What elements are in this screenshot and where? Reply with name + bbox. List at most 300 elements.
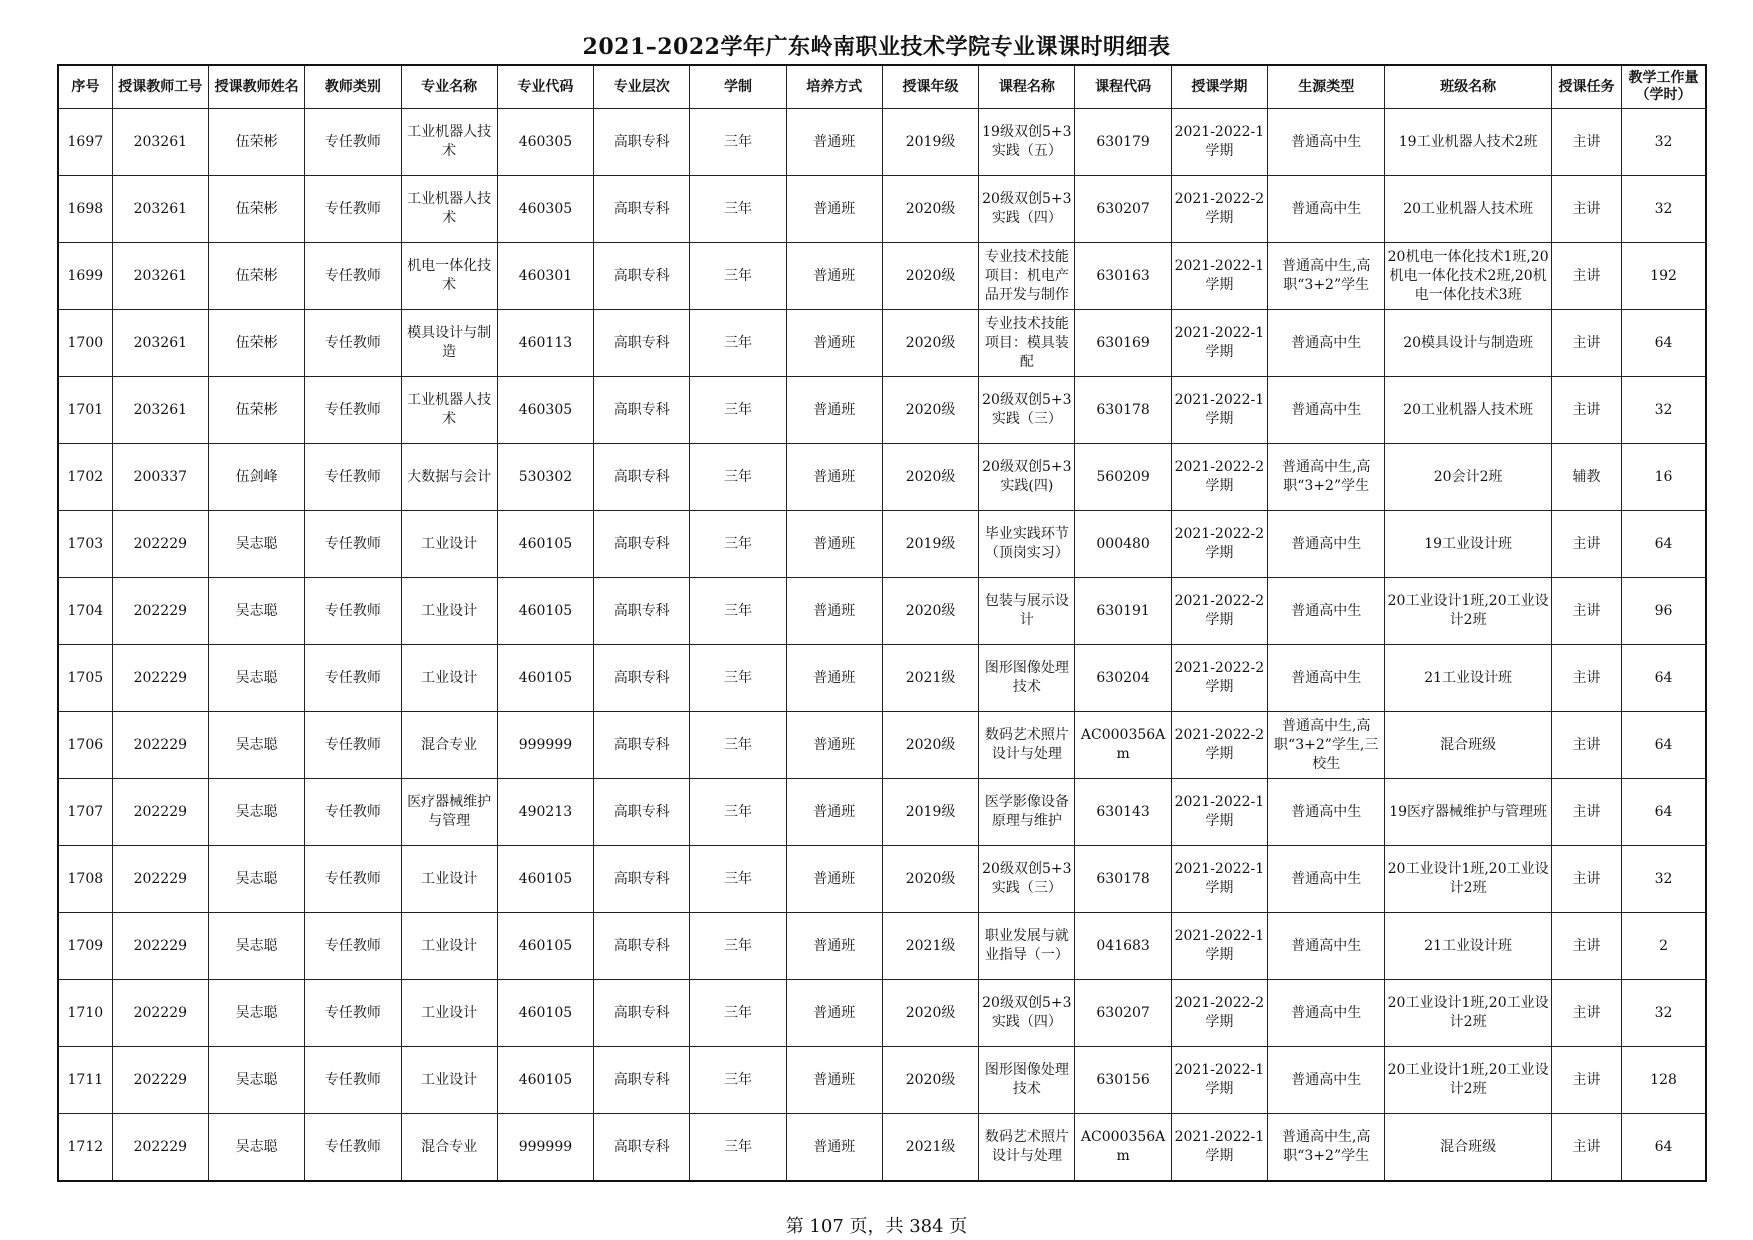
- cell-text: AC000356Am: [1080, 1129, 1166, 1164]
- table-row: [58, 310, 1706, 377]
- table-cell: [1075, 310, 1171, 377]
- cell-text: 普通班: [813, 1004, 856, 1021]
- table-cell: [401, 913, 497, 980]
- table-row: [58, 1114, 1706, 1182]
- table-cell: [1622, 1114, 1706, 1182]
- cell-text: 2021-2022-1学期: [1174, 1129, 1265, 1164]
- cell-text: 630178: [1096, 870, 1150, 887]
- column-header: 专业代码: [497, 65, 593, 109]
- cell-text: 460105: [518, 535, 573, 552]
- table-cell: [882, 779, 978, 846]
- cell-text: 2020级: [905, 267, 956, 284]
- table-row: [58, 913, 1706, 980]
- table-cell: [401, 578, 497, 645]
- cell-text: 工业机器人技术: [407, 392, 492, 427]
- table-cell: [979, 846, 1075, 913]
- table-cell: [208, 444, 304, 511]
- table-cell: [1551, 913, 1621, 980]
- cell-text: 大数据与会计: [407, 468, 492, 485]
- table-cell: [58, 846, 112, 913]
- table-cell: [112, 779, 208, 846]
- column-header: 专业名称: [401, 65, 497, 109]
- cell-text: 普通班: [813, 535, 856, 552]
- cell-text: 图形图像处理技术: [984, 1062, 1069, 1097]
- cell-text: 高职专科: [613, 1071, 670, 1088]
- table-row: [58, 712, 1706, 779]
- table-cell: [1385, 444, 1552, 511]
- cell-text: 混合班级: [1440, 736, 1497, 753]
- cell-text: 普通班: [813, 669, 856, 686]
- cell-text: 1710: [67, 1004, 104, 1021]
- table-cell: [594, 645, 690, 712]
- cell-text: 1699: [67, 267, 104, 284]
- table-cell: [1268, 980, 1385, 1047]
- cell-text: 2021-2022-2学期: [1174, 191, 1265, 226]
- table-cell: [208, 779, 304, 846]
- column-header: 授课教师姓名: [208, 65, 304, 109]
- column-header: 授课年级: [882, 65, 978, 109]
- table-cell: [1075, 846, 1171, 913]
- table-cell: [690, 645, 786, 712]
- cell-text: 普通高中生,高职“3+2”学生: [1281, 1129, 1371, 1164]
- table-cell: [401, 980, 497, 1047]
- table-cell: [112, 1047, 208, 1114]
- table-cell: [594, 779, 690, 846]
- cell-text: 1702: [67, 468, 104, 485]
- table-cell: [1268, 444, 1385, 511]
- cell-text: 2021-2022-2学期: [1174, 593, 1265, 628]
- cell-text: 普通班: [813, 200, 856, 217]
- table-cell: [1622, 846, 1706, 913]
- table-cell: [786, 779, 882, 846]
- cell-text: 主讲: [1572, 870, 1601, 887]
- table-cell: [594, 578, 690, 645]
- cell-text: 2021-2022-1学期: [1174, 392, 1265, 427]
- cell-text: 高职专科: [613, 736, 670, 753]
- cell-text: 1711: [67, 1071, 104, 1088]
- table-cell: [305, 1114, 401, 1182]
- cell-text: 普通高中生: [1291, 133, 1362, 150]
- cell-text: 20级双创5+3实践（三）: [982, 392, 1072, 427]
- table-cell: [979, 310, 1075, 377]
- table-cell: [305, 645, 401, 712]
- table-cell: [497, 377, 593, 444]
- table-row: [58, 109, 1706, 176]
- table-cell: [1268, 109, 1385, 176]
- cell-text: 数码艺术照片设计与处理: [984, 727, 1069, 762]
- cell-text: 460305: [518, 200, 573, 217]
- cell-text: 三年: [723, 1004, 752, 1021]
- table-cell: [1171, 578, 1267, 645]
- cell-text: 主讲: [1572, 200, 1601, 217]
- table-cell: [58, 1114, 112, 1182]
- cell-text: 1705: [67, 669, 104, 686]
- cell-text: 专任教师: [324, 267, 381, 284]
- table-cell: [882, 980, 978, 1047]
- cell-text: 203261: [133, 334, 188, 351]
- cell-text: 伍剑峰: [235, 468, 278, 485]
- table-cell: [58, 377, 112, 444]
- cell-text: 21工业设计班: [1424, 937, 1513, 954]
- cell-text: 64: [1654, 669, 1673, 686]
- cell-text: 专任教师: [324, 937, 381, 954]
- table-row: [58, 980, 1706, 1047]
- table-cell: [882, 712, 978, 779]
- table-cell: [208, 109, 304, 176]
- table-cell: [1268, 1114, 1385, 1182]
- cell-text: 203261: [133, 401, 188, 418]
- cell-text: 999999: [518, 1138, 573, 1155]
- cell-text: 专任教师: [324, 1071, 381, 1088]
- table-cell: [1075, 980, 1171, 1047]
- table-cell: [305, 511, 401, 578]
- table-cell: [786, 109, 882, 176]
- cell-text: 202229: [133, 1004, 188, 1021]
- cell-text: 主讲: [1572, 267, 1601, 284]
- cell-text: 64: [1654, 803, 1673, 820]
- cell-text: 高职专科: [613, 133, 670, 150]
- table-cell: [979, 645, 1075, 712]
- cell-text: 2021-2022-2学期: [1174, 995, 1265, 1030]
- cell-text: 普通班: [813, 1138, 856, 1155]
- cell-text: 202229: [133, 937, 188, 954]
- table-cell: [112, 377, 208, 444]
- table-cell: [401, 243, 497, 310]
- cell-text: 三年: [723, 736, 752, 753]
- cell-text: 吴志聪: [235, 535, 278, 552]
- cell-text: 630191: [1096, 602, 1150, 619]
- table-cell: [208, 377, 304, 444]
- table-cell: [58, 578, 112, 645]
- table-cell: [305, 176, 401, 243]
- table-row: [58, 645, 1706, 712]
- cell-text: 三年: [723, 937, 752, 954]
- cell-text: 医学影像设备原理与维护: [984, 794, 1069, 829]
- table-cell: [1268, 243, 1385, 310]
- table-cell: [58, 712, 112, 779]
- table-cell: [112, 243, 208, 310]
- table-cell: [58, 511, 112, 578]
- table-cell: [690, 243, 786, 310]
- cell-text: 630178: [1096, 401, 1150, 418]
- table-cell: [58, 444, 112, 511]
- table-cell: [1268, 377, 1385, 444]
- table-cell: [1075, 645, 1171, 712]
- table-cell: [690, 913, 786, 980]
- cell-text: 高职专科: [613, 334, 670, 351]
- table-cell: [497, 1114, 593, 1182]
- cell-text: 20工业机器人技术班: [1403, 401, 1534, 418]
- cell-text: 1698: [67, 200, 104, 217]
- cell-text: 96: [1654, 602, 1673, 619]
- cell-text: 三年: [723, 401, 752, 418]
- table-cell: [979, 913, 1075, 980]
- table-cell: [594, 444, 690, 511]
- cell-text: 2020级: [905, 1004, 956, 1021]
- table-cell: [1075, 712, 1171, 779]
- cell-text: 2019级: [905, 803, 956, 820]
- table-cell: [979, 779, 1075, 846]
- table-cell: [594, 913, 690, 980]
- cell-text: 主讲: [1572, 1071, 1601, 1088]
- table-cell: [208, 980, 304, 1047]
- table-cell: [401, 176, 497, 243]
- table-cell: [690, 109, 786, 176]
- table-cell: [1385, 846, 1552, 913]
- table-cell: [208, 645, 304, 712]
- cell-text: 工业设计: [421, 602, 478, 619]
- cell-text: 460305: [518, 133, 573, 150]
- table-cell: [1268, 1047, 1385, 1114]
- column-header: 培养方式: [786, 65, 882, 109]
- table-cell: [882, 578, 978, 645]
- table-cell: [882, 913, 978, 980]
- cell-text: 460305: [518, 401, 573, 418]
- cell-text: 专任教师: [324, 468, 381, 485]
- table-cell: [58, 980, 112, 1047]
- table-cell: [786, 645, 882, 712]
- cell-text: 工业机器人技术: [407, 124, 492, 159]
- cell-text: 普通班: [813, 1071, 856, 1088]
- table-cell: [786, 1047, 882, 1114]
- table-cell: [208, 511, 304, 578]
- table-cell: [882, 1047, 978, 1114]
- table-cell: [786, 176, 882, 243]
- cell-text: 专任教师: [324, 133, 381, 150]
- table-cell: [208, 176, 304, 243]
- table-cell: [1171, 1114, 1267, 1182]
- cell-text: 主讲: [1572, 602, 1601, 619]
- column-header: 班级名称: [1385, 65, 1552, 109]
- cell-text: 三年: [723, 468, 752, 485]
- cell-text: 伍荣彬: [235, 133, 278, 150]
- table-cell: [979, 176, 1075, 243]
- cell-text: 工业设计: [421, 937, 478, 954]
- cell-text: 普通班: [813, 602, 856, 619]
- table-cell: [1171, 980, 1267, 1047]
- table-cell: [401, 1047, 497, 1114]
- table-cell: [401, 511, 497, 578]
- table-cell: [882, 846, 978, 913]
- table-cell: [1385, 243, 1552, 310]
- table-cell: [305, 243, 401, 310]
- table-cell: [882, 444, 978, 511]
- cell-text: 202229: [133, 602, 188, 619]
- cell-text: 普通高中生: [1291, 334, 1362, 351]
- table-cell: [1268, 645, 1385, 712]
- cell-text: 203261: [133, 267, 188, 284]
- table-cell: [305, 980, 401, 1047]
- cell-text: 2021-2022-1学期: [1174, 1062, 1265, 1097]
- cell-text: 主讲: [1572, 535, 1601, 552]
- cell-text: 吴志聪: [235, 937, 278, 954]
- cell-text: 混合专业: [421, 1138, 478, 1155]
- table-cell: [497, 310, 593, 377]
- table-cell: [112, 1114, 208, 1182]
- cell-text: 数码艺术照片设计与处理: [984, 1129, 1069, 1164]
- cell-text: 吴志聪: [235, 1004, 278, 1021]
- cell-text: 专任教师: [324, 200, 381, 217]
- table-cell: [690, 310, 786, 377]
- table-cell: [1551, 243, 1621, 310]
- cell-text: 2020级: [905, 1071, 956, 1088]
- cell-text: 普通班: [813, 133, 856, 150]
- table-cell: [401, 712, 497, 779]
- column-header: 授课任务: [1551, 65, 1621, 109]
- cell-text: 专任教师: [324, 602, 381, 619]
- cell-text: 普通班: [813, 803, 856, 820]
- page-number: 第 107 页，共 384 页: [785, 1216, 968, 1237]
- cell-text: 专任教师: [324, 1138, 381, 1155]
- cell-text: 202229: [133, 1138, 188, 1155]
- table-cell: [1171, 243, 1267, 310]
- table-cell: [112, 310, 208, 377]
- cell-text: 2021-2022-2学期: [1174, 660, 1265, 695]
- table-cell: [305, 310, 401, 377]
- table-cell: [594, 109, 690, 176]
- table-cell: [58, 310, 112, 377]
- table-cell: [1075, 1114, 1171, 1182]
- table-cell: [1551, 176, 1621, 243]
- table-cell: [208, 243, 304, 310]
- table-cell: [1622, 913, 1706, 980]
- table-cell: [594, 712, 690, 779]
- table-cell: [1551, 377, 1621, 444]
- table-cell: [1551, 980, 1621, 1047]
- table-cell: [1622, 444, 1706, 511]
- table-cell: [58, 645, 112, 712]
- table-cell: [786, 980, 882, 1047]
- cell-text: 三年: [723, 535, 752, 552]
- column-header: 授课教师工号: [112, 65, 208, 109]
- table-cell: [882, 1114, 978, 1182]
- cell-text: 1701: [67, 401, 104, 418]
- cell-text: 混合专业: [421, 736, 478, 753]
- table-cell: [979, 1047, 1075, 1114]
- cell-text: 工业设计: [421, 535, 478, 552]
- table-cell: [786, 1114, 882, 1182]
- cell-text: 202229: [133, 870, 188, 887]
- table-cell: [979, 377, 1075, 444]
- cell-text: 高职专科: [613, 401, 670, 418]
- column-header: 教学工作量（学时）: [1622, 65, 1706, 109]
- table-cell: [1075, 109, 1171, 176]
- table-row: [58, 1047, 1706, 1114]
- table-cell: [1268, 310, 1385, 377]
- cell-text: 20工业设计1班,20工业设计2班: [1387, 995, 1549, 1030]
- cell-text: 工业设计: [421, 1004, 478, 1021]
- table-cell: [690, 846, 786, 913]
- table-cell: [401, 377, 497, 444]
- table-cell: [58, 779, 112, 846]
- table-cell: [1385, 578, 1552, 645]
- table-cell: [1385, 377, 1552, 444]
- table-cell: [401, 1114, 497, 1182]
- cell-text: 2021-2022-1学期: [1174, 928, 1265, 963]
- cell-text: 机电一体化技术: [407, 258, 492, 293]
- cell-text: 203261: [133, 133, 188, 150]
- table-cell: [690, 980, 786, 1047]
- table-cell: [1385, 310, 1552, 377]
- table-body: [58, 109, 1706, 1182]
- cell-text: 2021-2022-1学期: [1174, 861, 1265, 896]
- cell-text: 普通高中生,高职“3+2”学生,三校生: [1274, 717, 1379, 772]
- table-cell: [1075, 243, 1171, 310]
- cell-text: 工业设计: [421, 870, 478, 887]
- table-cell: [1551, 109, 1621, 176]
- table-cell: [1385, 1114, 1552, 1182]
- cell-text: 包装与展示设计: [984, 593, 1069, 628]
- cell-text: 专任教师: [324, 803, 381, 820]
- table-cell: [1385, 980, 1552, 1047]
- cell-text: 2020级: [905, 468, 956, 485]
- cell-text: 2020级: [905, 200, 956, 217]
- table-cell: [594, 1047, 690, 1114]
- cell-text: 1712: [67, 1138, 104, 1155]
- table-cell: [1622, 1047, 1706, 1114]
- cell-text: 20会计2班: [1433, 468, 1503, 485]
- table-cell: [690, 444, 786, 511]
- table-cell: [882, 243, 978, 310]
- cell-text: 高职专科: [613, 870, 670, 887]
- cell-text: 三年: [723, 1071, 752, 1088]
- cell-text: 460105: [518, 669, 573, 686]
- cell-text: 高职专科: [613, 1138, 670, 1155]
- table-cell: [208, 846, 304, 913]
- table-cell: [305, 377, 401, 444]
- cell-text: 普通班: [813, 937, 856, 954]
- cell-text: 主讲: [1572, 1138, 1601, 1155]
- table-cell: [112, 578, 208, 645]
- table-cell: [401, 444, 497, 511]
- table-cell: [786, 377, 882, 444]
- cell-text: 460105: [518, 602, 573, 619]
- table-cell: [497, 444, 593, 511]
- cell-text: 64: [1654, 334, 1673, 351]
- table-cell: [1171, 310, 1267, 377]
- cell-text: 吴志聪: [235, 1071, 278, 1088]
- table-cell: [1622, 712, 1706, 779]
- table-cell: [979, 1114, 1075, 1182]
- table-cell: [690, 578, 786, 645]
- cell-text: 1707: [67, 803, 104, 820]
- cell-text: 主讲: [1572, 803, 1601, 820]
- table-cell: [1622, 310, 1706, 377]
- cell-text: 毕业实践环节（顶岗实习）: [984, 526, 1069, 561]
- cell-text: 2021-2022-2学期: [1174, 459, 1265, 494]
- table-cell: [112, 913, 208, 980]
- cell-text: 普通高中生: [1291, 602, 1362, 619]
- table-cell: [1268, 846, 1385, 913]
- cell-text: 20模具设计与制造班: [1403, 334, 1534, 351]
- cell-text: 2020级: [905, 602, 956, 619]
- cell-text: 20工业机器人技术班: [1403, 200, 1534, 217]
- cell-text: 20级双创5+3实践（四）: [982, 191, 1072, 226]
- table-cell: [497, 913, 593, 980]
- cell-text: 64: [1654, 535, 1673, 552]
- table-cell: [786, 444, 882, 511]
- cell-text: 专任教师: [324, 334, 381, 351]
- cell-text: 202229: [133, 803, 188, 820]
- cell-text: 2020级: [905, 401, 956, 418]
- table-cell: [882, 176, 978, 243]
- cell-text: 图形图像处理技术: [984, 660, 1069, 695]
- table-cell: [979, 712, 1075, 779]
- table-cell: [112, 980, 208, 1047]
- cell-text: 吴志聪: [235, 870, 278, 887]
- cell-text: 三年: [723, 602, 752, 619]
- table-cell: [305, 109, 401, 176]
